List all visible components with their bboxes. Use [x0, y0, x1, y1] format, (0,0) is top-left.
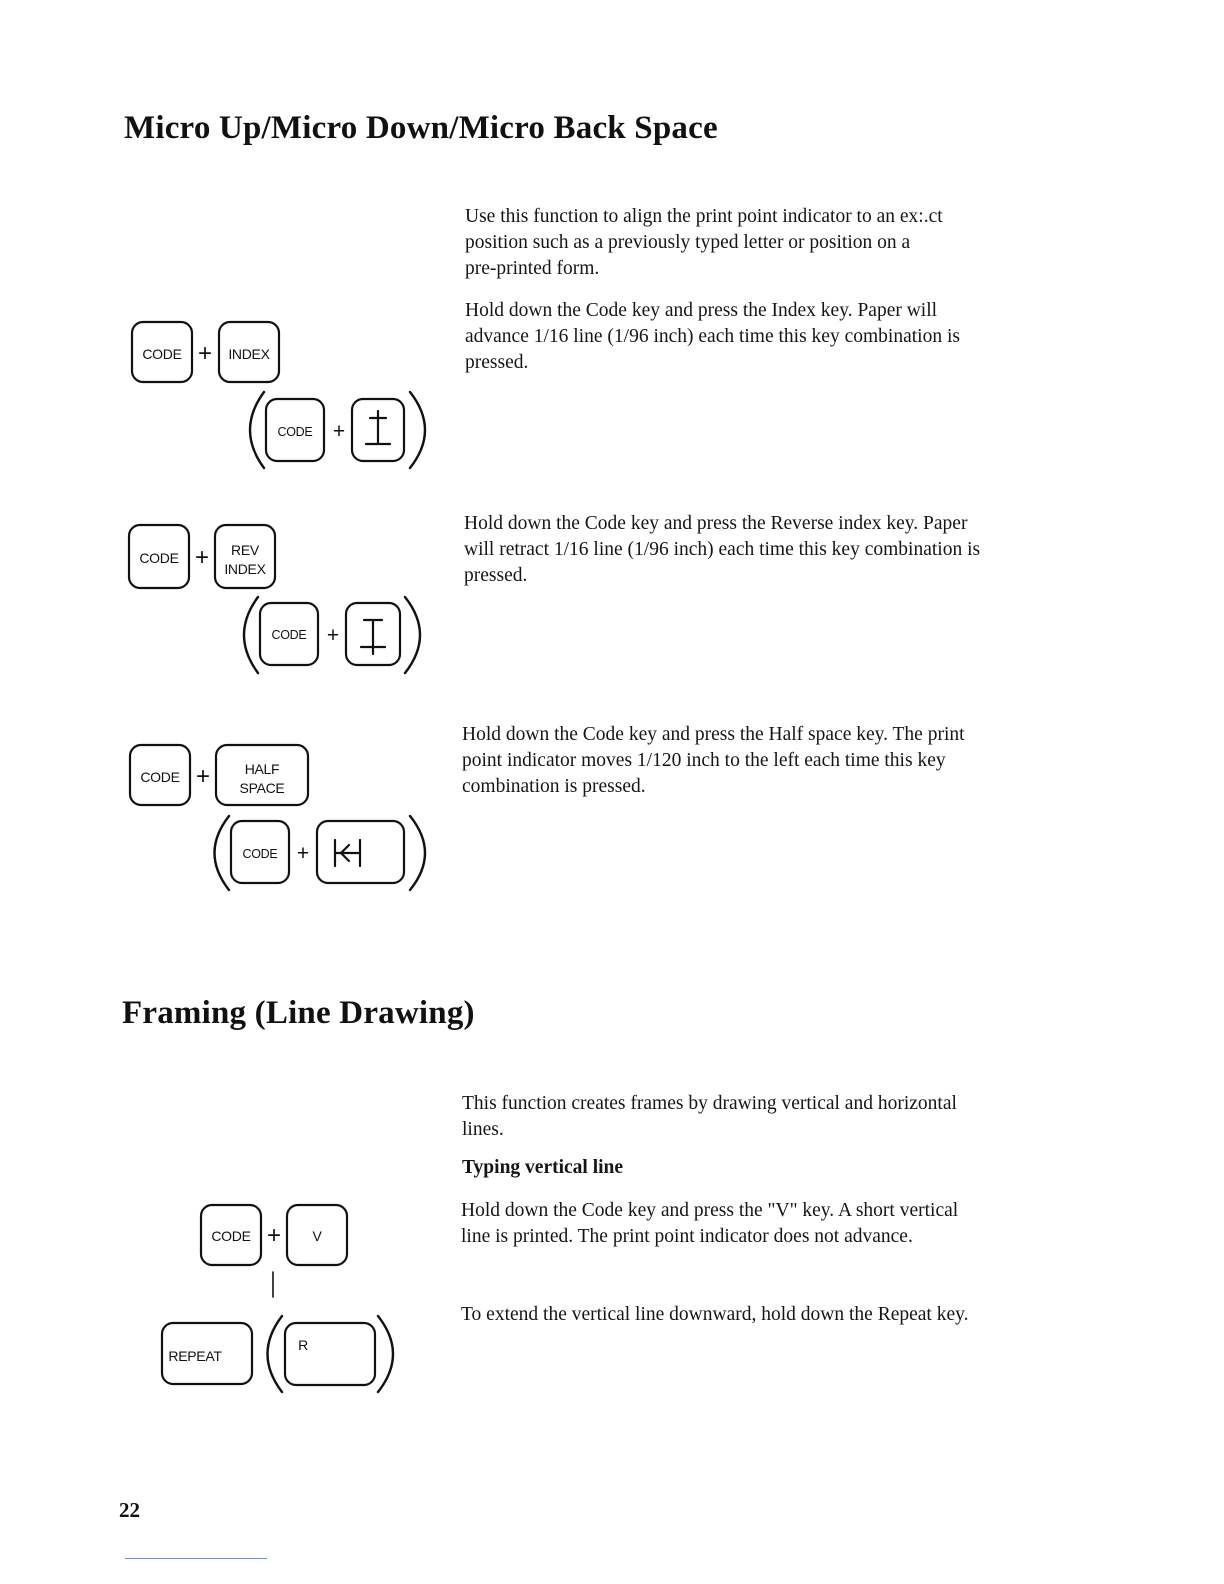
half-key-label: HALF — [244, 761, 280, 777]
text-line: position such as a previously typed letter or position on a — [465, 232, 911, 253]
text-line: lines. — [462, 1119, 504, 1140]
code-rev-index-combo — [129, 525, 275, 588]
text-line: pressed. — [464, 565, 528, 586]
r-key-label: R — [298, 1337, 308, 1353]
text-line: Hold down the Code key and press the Index key. Paper will — [465, 300, 938, 321]
code-half-space-alt-combo — [215, 816, 426, 890]
code-index-alt-combo — [250, 392, 425, 468]
index-key-label: INDEX — [224, 561, 266, 577]
text-line: combination is pressed. — [462, 776, 646, 797]
code-key-label: CODE — [211, 1228, 251, 1244]
text-line: advance 1/16 line (1/96 inch) each time this key combination is — [465, 326, 960, 347]
repeat-key-label: REPEAT — [168, 1348, 222, 1364]
plus-sign: + — [332, 420, 346, 443]
code-key-label: CODE — [139, 550, 179, 566]
text-line: Use this function to align the print point indicator to an ex:.ct — [465, 206, 943, 227]
code-key-label: CODE — [142, 346, 182, 362]
right-paren — [378, 1316, 393, 1392]
left-paren — [268, 1316, 283, 1392]
plus-sign: + — [266, 1222, 282, 1249]
text-line: pre-printed form. — [465, 258, 600, 279]
index-key-label: INDEX — [228, 346, 270, 362]
text-line: will retract 1/16 line (1/96 inch) each time this key combination is — [464, 539, 981, 560]
space-key-label: SPACE — [239, 780, 285, 796]
section-title-micro: Micro Up/Micro Down/Micro Back Space — [124, 110, 718, 146]
code-key-label: CODE — [242, 847, 278, 861]
repeat-combo — [162, 1316, 393, 1392]
text-line: line is printed. The print point indicator does not advance. — [461, 1226, 913, 1247]
code-index-combo — [132, 322, 279, 382]
code-key-label: CODE — [140, 769, 180, 785]
plus-sign: + — [326, 624, 340, 647]
section-title-framing: Framing (Line Drawing) — [122, 995, 475, 1031]
text-line: This function creates frames by drawing vertical and horizontal — [462, 1093, 957, 1114]
left-paren — [250, 392, 264, 468]
v-key-label: V — [312, 1228, 322, 1244]
r-key — [285, 1323, 375, 1385]
plus-sign: + — [296, 842, 310, 865]
plus-sign: + — [195, 763, 211, 790]
subheading-vertical-line: Typing vertical line — [462, 1157, 624, 1178]
plus-sign: + — [197, 340, 213, 367]
left-paren — [215, 816, 230, 890]
text-line: pressed. — [465, 352, 529, 373]
text-line: Hold down the Code key and press the "V" key. A short vertical — [461, 1200, 959, 1221]
rev-key-label: REV — [231, 542, 259, 558]
footer-rule — [125, 1558, 267, 1559]
code-rev-index-alt-combo — [244, 597, 420, 673]
code-key-label: CODE — [277, 425, 313, 439]
code-half-space-combo — [130, 745, 308, 805]
text-line: point indicator moves 1/120 inch to the left each time this key — [462, 750, 946, 771]
right-paren — [410, 816, 425, 890]
repeat-paragraph: To extend the vertical line downward, hold down the Repeat key. — [461, 1304, 969, 1325]
plus-sign: + — [194, 544, 210, 571]
page-number: 22 — [119, 1498, 140, 1522]
code-v-combo — [201, 1205, 347, 1297]
right-paren — [405, 597, 420, 673]
left-paren — [244, 597, 258, 673]
text-line: Hold down the Code key and press the Reverse index key. Paper — [464, 513, 968, 534]
text-line: Hold down the Code key and press the Half space key. The print — [462, 724, 965, 745]
code-key-label: CODE — [271, 628, 307, 642]
right-paren — [410, 392, 425, 468]
